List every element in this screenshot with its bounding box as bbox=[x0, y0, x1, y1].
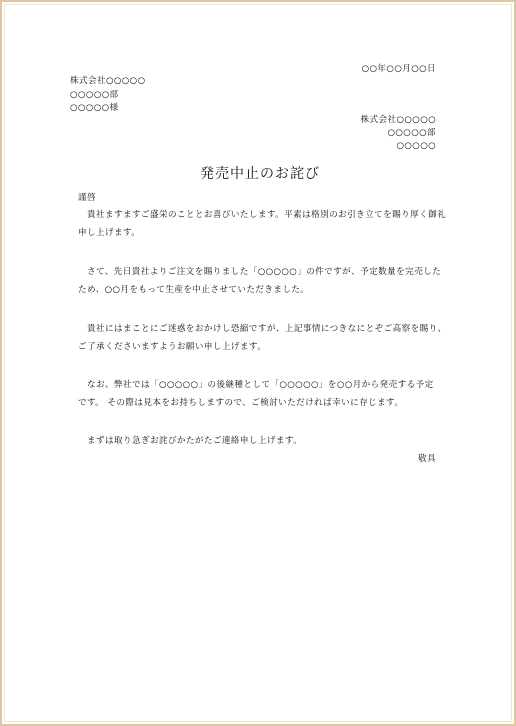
paragraph-2-line-2: ため、○○月をもって生産を中止させていただきました。 bbox=[78, 285, 310, 295]
closing-salutation: 敬具 bbox=[418, 454, 436, 464]
paragraph-5-line-1: まずは取り急ぎお詫びかたがたご連絡申し上げます。 bbox=[78, 436, 303, 446]
letter-date: ○○年○○月○○日 bbox=[361, 64, 436, 74]
paragraph-2-line-1: さて、先日貴社よりご注文を賜りました「○○○○○」の件ですが、予定数量を完売した bbox=[78, 267, 442, 277]
paragraph-1-line-2: 申し上げます。 bbox=[78, 228, 141, 238]
opening-salutation: 謹啓 bbox=[78, 193, 96, 203]
sender-department: ○○○○○部 bbox=[387, 128, 436, 138]
paragraph-3-line-1: 貴社にはまことにご迷惑をおかけし恐縮ですが、上記事情につきなにとぞご高察を賜り、 bbox=[78, 324, 447, 334]
sender-company: 株式会社○○○○○ bbox=[360, 115, 436, 125]
paragraph-3-line-2: ご了承くださいますようお願い申し上げます。 bbox=[78, 342, 267, 352]
recipient-name: ○○○○○様 bbox=[70, 103, 119, 113]
sender-name: ○○○○○ bbox=[396, 141, 436, 151]
letter-title: 発売中止のお詫び bbox=[200, 166, 320, 182]
recipient-department: ○○○○○部 bbox=[70, 90, 119, 100]
paragraph-4-line-1: なお、弊社では「○○○○○」の後継種として「○○○○○」を○○月から発売する予定 bbox=[78, 380, 434, 390]
paragraph-1-line-1: 貴社ますますご盛栄のこととお喜びいたします。平素は格別のお引き立てを賜り厚く御礼 bbox=[78, 210, 447, 220]
paragraph-4-line-2: です。 その際は見本をお持ちしますので、ご検討いただければ幸いに存じます。 bbox=[78, 398, 404, 408]
recipient-company: 株式会社○○○○○ bbox=[70, 76, 146, 86]
